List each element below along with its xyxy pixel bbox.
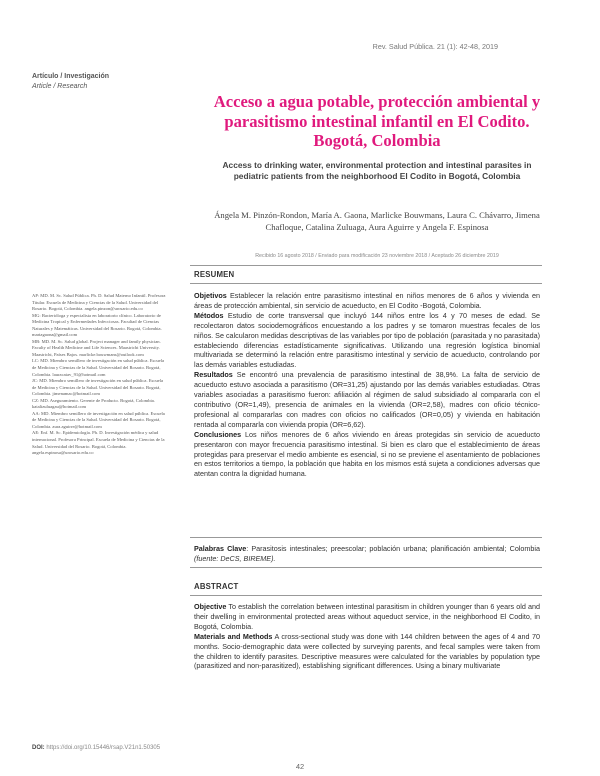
abstract-heading: ABSTRACT bbox=[194, 582, 239, 591]
affiliation: LC: MD. Miembro semillero de investigación en salud pública. Escuela de Medicina y Ciencias de la Salud. Universidad del Rosario. Bogotá, Colombia. lauracatav_91@hotmail.com bbox=[32, 358, 165, 377]
conclusiones-text: Los niños menores de 6 años viviendo en áreas protegidas sin servicio de acueducto presentaron con mayor frecuencia parasitismo intestinal. Si bien es claro que el establecimiento de áreas protegidas para preservar el medio ambiente es esencial, si no se previene el asentamiento de poblaciones en estos territorios a tiempo, la población que habita en los mismos está sujeta a condiciones adversas que atentan contra la dignidad humana. bbox=[194, 429, 540, 479]
resumen-objetivos bbox=[194, 291, 540, 311]
submission-dates: Recibido 16 agosto 2018 / Enviado para modificación 23 noviembre 2018 / Aceptado 26 diciembre 2019 bbox=[255, 253, 499, 259]
divider bbox=[190, 567, 542, 568]
keywords-source: (fuente: DeCS, BIREME). bbox=[194, 553, 276, 563]
metodos-text: Estudio de corte transversal que incluyó 144 niños entre los 4 y 70 meses de edad. Se recolectaron datos sociodemográficos encuestando a los padres y se tomaron muestras fecales de los niños. Se calcularon medidas descriptivas de las variables por tipo de población (parasitada y no parasitada) estableciendo diferencias estadísticamente significativas. Utilizando una regresión logística binomial multivariada se determinó la relación entre parasitismo intestinal y servicio de acueducto, controlando por las demás variables estudiadas. bbox=[194, 310, 541, 370]
article-type-es: Artículo / Investigación bbox=[32, 73, 110, 80]
journal-header: Rev. Salud Pública. 21 (1): 42-48, 2019 bbox=[372, 42, 498, 51]
resumen-heading: RESUMEN bbox=[194, 270, 235, 279]
affiliation: JC: MD. Miembro semillero de investigación en salud pública. Escuela de Medicina y Ciencias de la Salud. Universidad del Rosario. Bogotá, Colombia. jimenamac@hotmail.com bbox=[32, 378, 164, 397]
keywords-text: Parasitosis intestinales; preescolar; población urbana; planificación ambiental; Colombia bbox=[251, 544, 540, 553]
keywords-label: Palabras Clave bbox=[194, 544, 247, 553]
doi-link[interactable]: https://doi.org/10.15446/rsap.V21n1.50305 bbox=[46, 745, 161, 751]
resumen-metodos bbox=[194, 311, 540, 370]
affiliation: MB: MD. M. Sc. Salud global. Project manager and family physician. Faculty of Health Medicine and Life Sciences. Maastricht University. Maastricht, Países Bajos. marlicke.bouwmans@outlook.com bbox=[32, 338, 161, 357]
authors: Ángela M. Pinzón-Rondon, María A. Gaona, Marlicke Bouwmans, Laura C. Chávarro, Jimena Chafloque, Catalina Zuluaga, Aura Aguirre y Angela F. Espinosa bbox=[214, 210, 540, 232]
objetivos-text: Establecer la relación entre parasitismo intestinal en niños menores de 6 años y vivienda en áreas de protección ambiental, sin servicio de acueducto, en El Codito -Bogotá, Colombia. bbox=[194, 291, 541, 310]
resultados-text: Se encontró una prevalencia de parasitismo intestinal de 38,9%. La falta de servicio de acueducto estuvo asociada a parasitismo (OR=31,25) ajustando por las demás variables estudiadas. Otras variables asociadas a parasitismo fueron: afiliación al régimen de salud subsidiado al compararla con el contributivo (OR=1,49), presencia de animales en la vivienda (OR=2,58), madres con oficio técnico-profesional al compararlas con madres con oficios no calificados (OR=0,05) y vivienda en habitación rentada al compararla con vivienda propia (OR=6,62). bbox=[194, 370, 541, 429]
keywords: Palabras Clave: Parasitosis intestinales; preescolar; población urbana; planificación ambiental; Colombia (fuente: DeCS, BIREME). bbox=[194, 544, 540, 563]
affiliation: AP: MD. M. Sc. Salud Pública. Ph. D. Salud Materno Infantil. Profesora Titular. Escuela de Medicina y Ciencias de la Salud. Universidad del Rosario. Bogotá, Colombia. angela.pinzon@urosario.edu.co bbox=[32, 293, 166, 312]
divider bbox=[190, 283, 542, 284]
article-type bbox=[32, 72, 109, 91]
author-affiliations bbox=[32, 293, 166, 457]
divider bbox=[190, 537, 542, 538]
abstract-objective bbox=[194, 602, 540, 632]
resultados-label: Resultados bbox=[194, 370, 233, 380]
doi bbox=[32, 745, 160, 751]
abstract-methods bbox=[194, 632, 540, 672]
objetivos-label: Objetivos bbox=[194, 291, 227, 300]
page-number: 42 bbox=[295, 762, 305, 771]
doi-label: DOI: bbox=[32, 745, 45, 751]
conclusiones-label: Conclusiones bbox=[194, 429, 242, 439]
methods-text: A cross-sectional study was done with 144 children between the ages of 4 and 70 months. Socio-demographic data were collected by surveying parents, and fecal samples were taken from the children to identify parasites. Descriptive measures were calculated for the variables by population type (parasitized and non-parasitized), establishing significant differences. Using a binary multivariate bbox=[194, 631, 540, 671]
title-spanish: Acceso a agua potable, protección ambiental y parasitismo intestinal infantil en El Codito. Bogotá, Colombia bbox=[213, 92, 541, 150]
article-type-en: Article / Research bbox=[32, 82, 88, 90]
title-english: Access to drinking water, environmental protection and intestinal parasites in pediatric patients from the neighborhood El Codito in Bogotá, Colombia bbox=[222, 160, 532, 181]
affiliation: AE: Enf. M. Sc. Epidemiología. Ph. D. Investigación médica y salud internacional. Profesora Principal. Escuela de Medicina y Ciencias de la Salud. Universidad del Rosario. Bogotá, Colombia. angela.espinosa@urosario.edu.co bbox=[32, 430, 165, 456]
objective-label: Objective bbox=[194, 602, 227, 611]
affiliation: AA: MD. Miembro semillero de investigación en salud pública. Escuela de Medicina y Ciencias de la Salud. Universidad del Rosario. Bogotá, Colombia. aura.aguirre@hotmail.com bbox=[32, 410, 165, 429]
divider bbox=[190, 595, 542, 596]
affiliation: MG: Bacterióloga y especialista en laboratorio clínico. Laboratorio de Medicina Tropical y Enfermedades Infecciosas. Facultad de Ciencias Naturales y Matemáticas. Universidad del Rosario. Bogotá, Colombia. mariagaona@gmail.com bbox=[32, 312, 162, 338]
resumen-resultados bbox=[194, 370, 540, 429]
divider bbox=[190, 265, 542, 266]
metodos-label: Métodos bbox=[194, 310, 224, 320]
resumen-conclusiones bbox=[194, 430, 540, 480]
methods-label: Materials and Methods bbox=[194, 631, 273, 641]
abstract-body bbox=[194, 602, 540, 671]
resumen-body bbox=[194, 291, 540, 479]
affiliation: CZ: MD. Aseguramiento. Gerente de Producto. Bogotá, Colombia. katalizuluagau@hotmail.com bbox=[32, 397, 155, 410]
objective-text: To establish the correlation between intestinal parasitism in children younger than 6 years old and their dwelling in environmental protected areas without aqueduct service, in the neighborhood El Codito, in Bogotá, Colombia. bbox=[194, 602, 540, 631]
